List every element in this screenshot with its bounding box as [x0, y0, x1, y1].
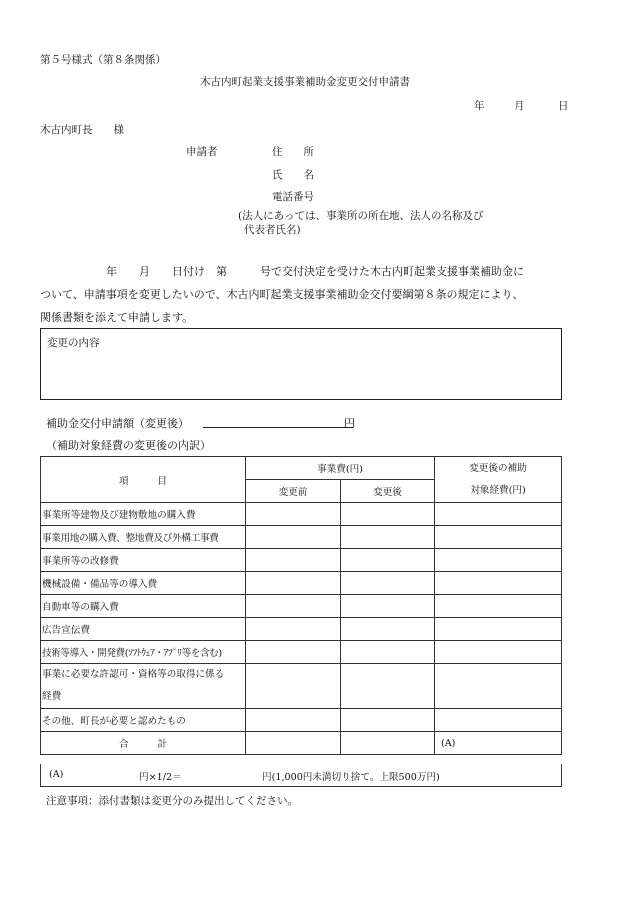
- calc-formula: 円×1/2＝: [139, 772, 182, 783]
- row-label: 事業に必要な許認可・資格等の取得に係る 経費: [41, 664, 246, 709]
- row-label: その他、町長が必要と認めたもの: [41, 709, 246, 732]
- calc-result-note: 円(1,000円未満切り捨て。上限500万円): [262, 772, 440, 783]
- cell-before[interactable]: [246, 595, 341, 618]
- table-row: [41, 526, 562, 549]
- calc-a: (A): [49, 769, 64, 780]
- name-label: 氏 名: [272, 169, 314, 181]
- total-subsidy[interactable]: [435, 732, 562, 755]
- phone-label: 電話番号: [272, 191, 314, 203]
- body-line-3: 関係書類を添えて申請します。: [40, 311, 194, 324]
- header-item: 項 目: [41, 457, 246, 503]
- row-label: 広告宣伝費: [41, 618, 246, 641]
- cell-after[interactable]: [341, 526, 435, 549]
- notice: 注意事項：添付書類は変更分のみ提出してください。: [46, 795, 298, 807]
- cell-before[interactable]: [246, 709, 341, 732]
- document-title: 木古内町起業支援事業補助金変更交付申請書: [200, 76, 410, 88]
- cell-before[interactable]: [246, 549, 341, 572]
- table-row: [41, 664, 562, 709]
- total-row: [41, 732, 562, 755]
- cell-subsidy[interactable]: [435, 618, 562, 641]
- header-cost: 事業費(円): [246, 457, 435, 480]
- cell-after[interactable]: [341, 709, 435, 732]
- header-subsidy: 変更後の補助 対象経費(円): [435, 457, 562, 503]
- cell-after[interactable]: [341, 618, 435, 641]
- amount-field[interactable]: [203, 427, 353, 428]
- cell-subsidy[interactable]: [435, 503, 562, 526]
- body-line-2: ついて、申請事項を変更したいので、木古内町起業支援事業補助金交付要綱第８条の規定により、: [40, 288, 524, 301]
- total-mark: (A): [441, 737, 456, 749]
- total-after[interactable]: [341, 732, 435, 755]
- cell-subsidy[interactable]: [435, 526, 562, 549]
- table-row: [41, 549, 562, 572]
- cell-subsidy[interactable]: [435, 641, 562, 664]
- row-label: 自動車等の購入費: [41, 595, 246, 618]
- corporate-note-cont: 代表者氏名): [244, 224, 301, 236]
- total-before[interactable]: [246, 732, 341, 755]
- row-label: 事業用地の購入費、整地費及び外構工事費: [41, 526, 246, 549]
- cell-before[interactable]: [246, 503, 341, 526]
- cell-before[interactable]: [246, 572, 341, 595]
- table-row: [41, 595, 562, 618]
- change-content-label: 変更の内容: [47, 337, 100, 349]
- cell-subsidy[interactable]: [435, 709, 562, 732]
- cell-after[interactable]: [341, 549, 435, 572]
- cell-after[interactable]: [341, 641, 435, 664]
- cell-subsidy[interactable]: [435, 572, 562, 595]
- addressee: 木古内町長 様: [40, 124, 124, 136]
- header-after: 変更後: [341, 480, 435, 503]
- row-label: 機械設備・備品等の導入費: [41, 572, 246, 595]
- cell-after[interactable]: [341, 595, 435, 618]
- form-number: 第５号様式（第８条関係）: [40, 54, 166, 66]
- table-row: [41, 572, 562, 595]
- amount-unit: 円: [344, 417, 355, 430]
- date-day-label: 日: [558, 100, 569, 112]
- calculation-row: [40, 764, 562, 787]
- cell-before[interactable]: [246, 618, 341, 641]
- cell-subsidy[interactable]: [435, 664, 562, 709]
- cell-after[interactable]: [341, 503, 435, 526]
- cell-before[interactable]: [246, 526, 341, 549]
- cell-subsidy[interactable]: [435, 595, 562, 618]
- address-label: 住 所: [272, 146, 314, 158]
- cell-subsidy[interactable]: [435, 549, 562, 572]
- corporate-note: (法人にあっては、事業所の所在地、法人の名称及び: [238, 210, 484, 222]
- table-row: [41, 503, 562, 526]
- row-label: 事業所等の改修費: [41, 549, 246, 572]
- row-label: 事業所等建物及び建物敷地の購入費: [41, 503, 246, 526]
- row-label: 技術等導入・開発費(ｿﾌﾄｳｪｱ・ｱﾌﾟﾘ等を含む): [41, 641, 246, 664]
- amount-label: 補助金交付申請額（変更後）: [46, 417, 189, 430]
- cell-after[interactable]: [341, 572, 435, 595]
- body-line-1: 年 月 日付け 第 号で交付決定を受けた木古内町起業支援事業補助金に: [106, 265, 524, 278]
- applicant-label: 申請者: [186, 146, 218, 158]
- table-row: [41, 618, 562, 641]
- cell-before[interactable]: [246, 664, 341, 709]
- table-row: [41, 641, 562, 664]
- breakdown-label: （補助対象経費の変更後の内訳）: [46, 439, 211, 452]
- header-before: 変更前: [246, 480, 341, 503]
- cell-after[interactable]: [341, 664, 435, 709]
- cell-before[interactable]: [246, 641, 341, 664]
- table-row: [41, 709, 562, 732]
- date-year-label: 年: [474, 100, 485, 112]
- change-content-box[interactable]: [40, 328, 562, 400]
- date-month-label: 月: [514, 100, 525, 112]
- total-label: 合 計: [41, 732, 246, 755]
- expense-table: [40, 456, 562, 755]
